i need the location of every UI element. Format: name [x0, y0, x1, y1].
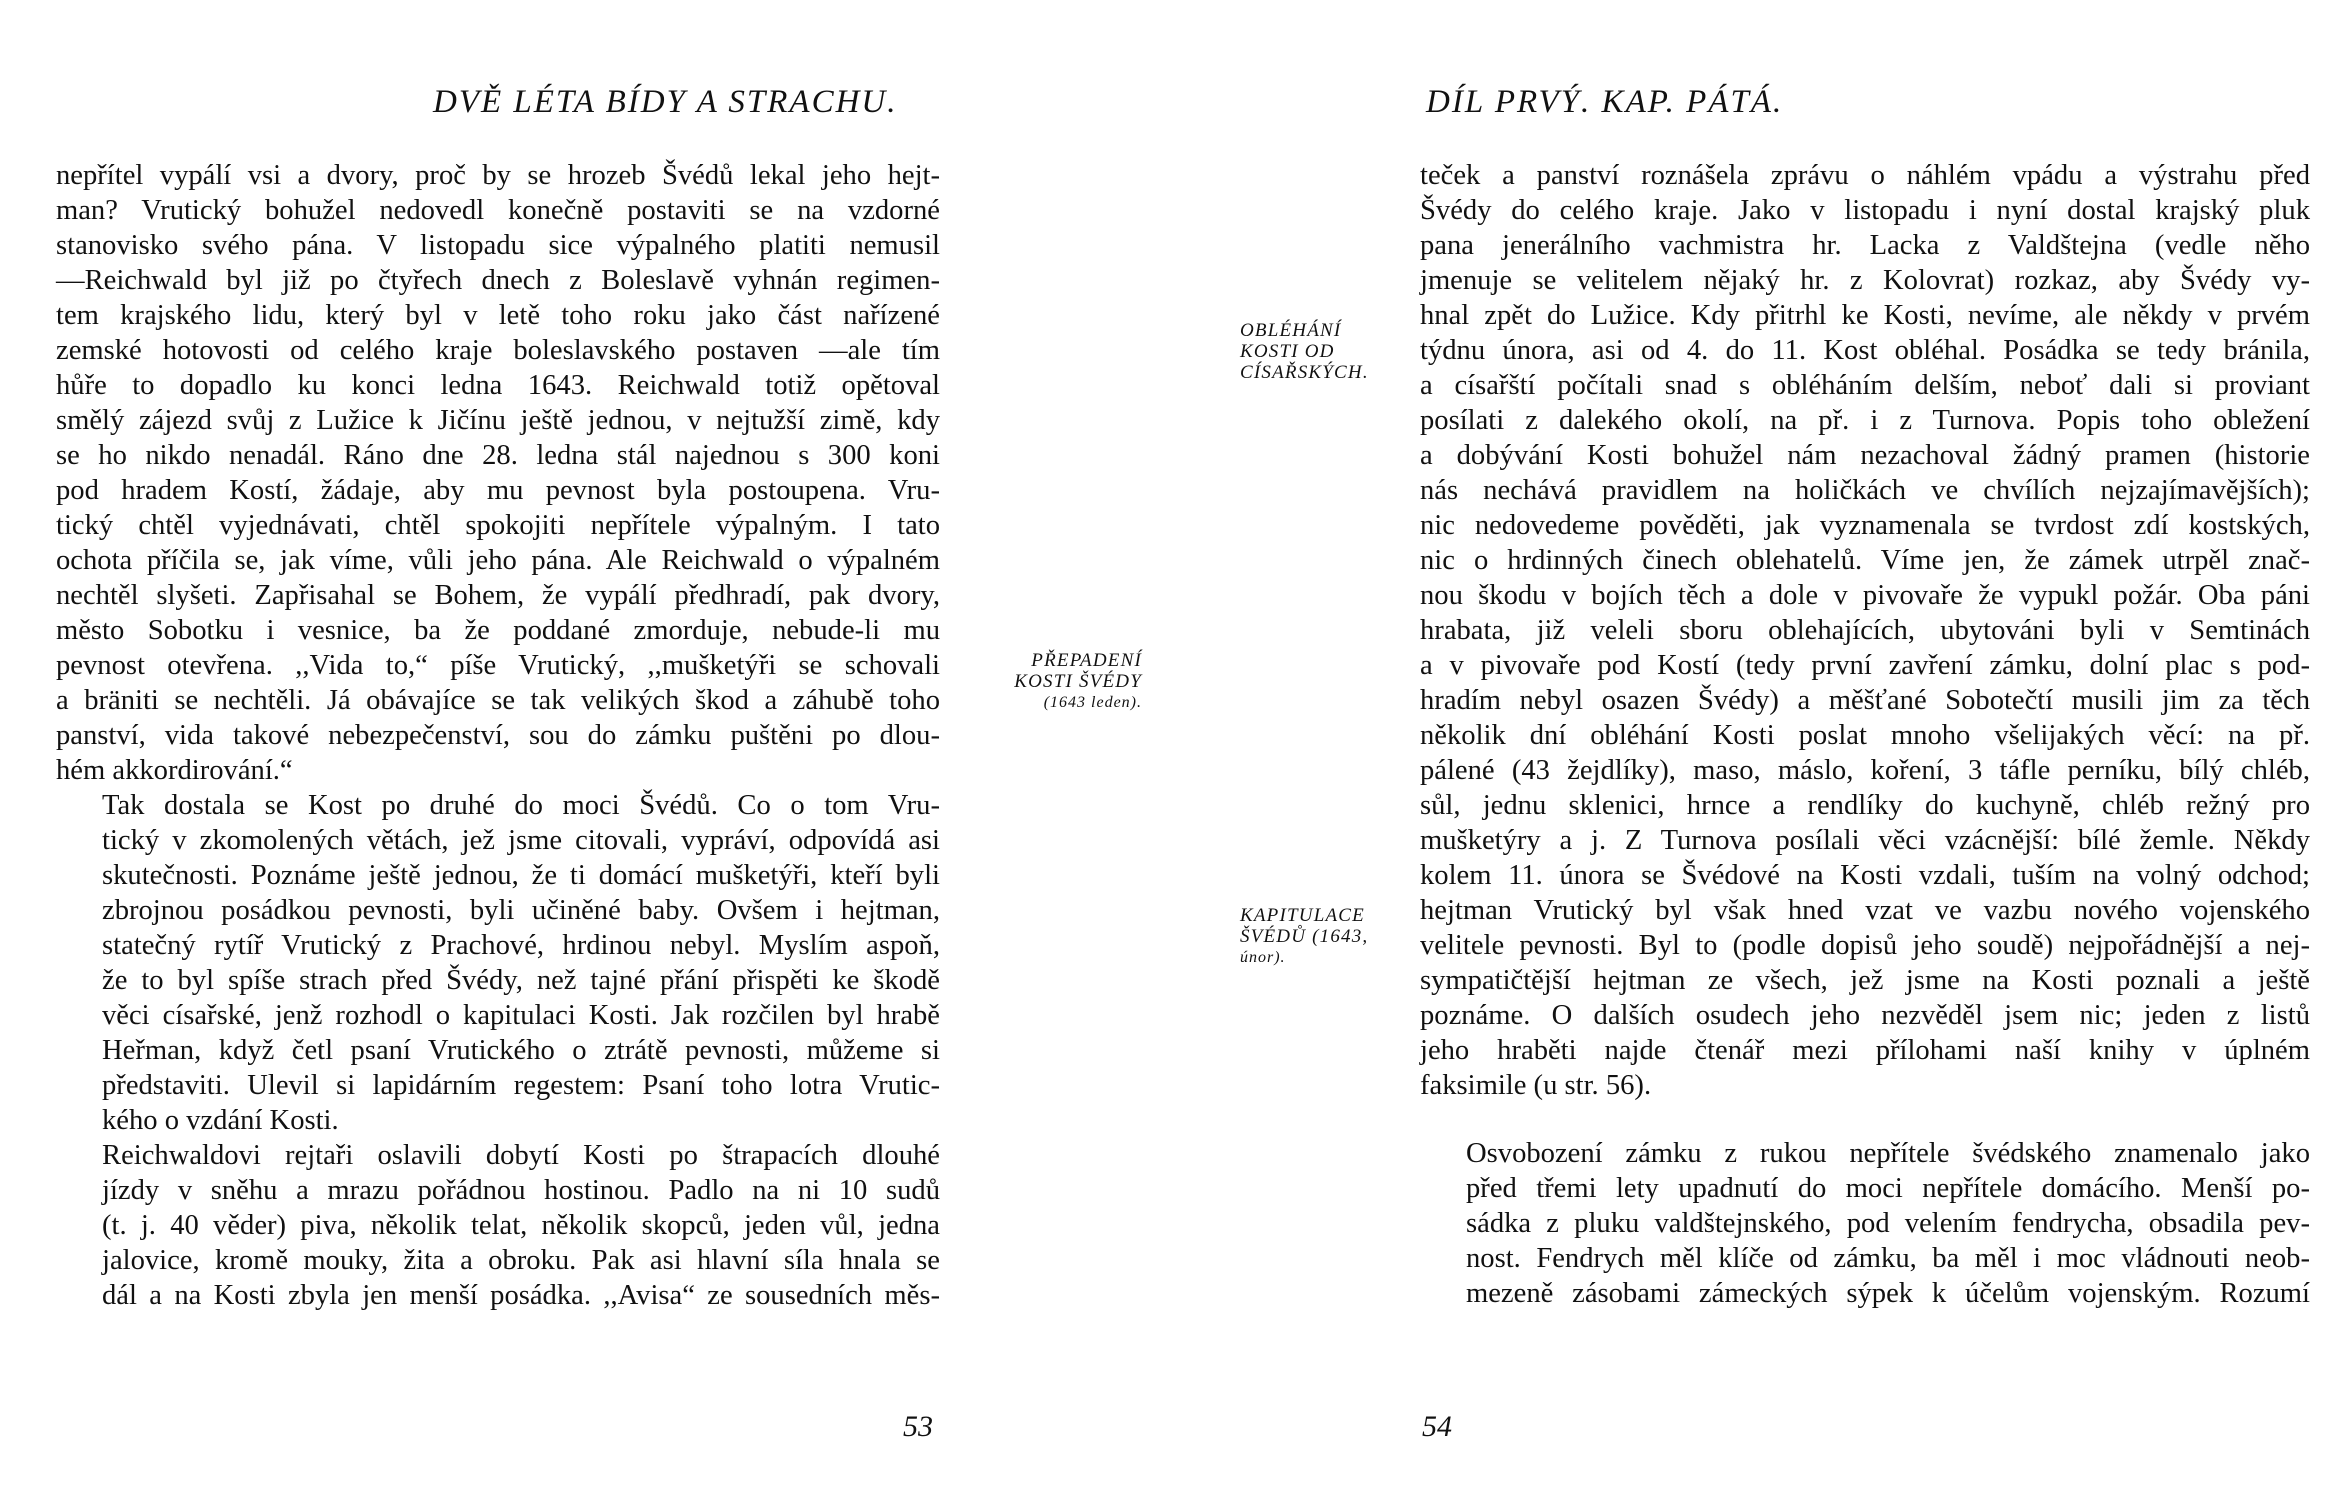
- text-line: Reichwaldovi rejtaři oslavili dobytí Kosti po štrapacích dlouhé: [102, 1140, 940, 1171]
- marginal-note-oblehani: [1240, 320, 1369, 383]
- marginal-note-line: ŠVÉDŮ (1643,: [1240, 926, 1369, 947]
- text-line: zemské hotovosti od celého kraje boleslavského postaven —ale tím: [56, 335, 940, 366]
- text-line: Heřman, když četl psaní Vrutického o ztrátě pevnosti, můžeme si: [102, 1035, 940, 1066]
- text-line: jízdy v sněhu a mrazu pořádnou hostinou. Padlo na ni 10 sudů: [102, 1175, 940, 1206]
- text-line: a císařští počítali snad s obléháním delším, neboť dali si proviant: [1420, 370, 2310, 401]
- paragraph: [56, 1138, 940, 1313]
- text-line: a v pivovaře pod Kostí (tedy první zavření zámku, dolní plac s pod-: [1420, 650, 2310, 681]
- text-line: že to byl spíše strach před Švédy, než tajné přání přispěti ke škodě: [102, 965, 940, 996]
- text-line: sůl, jednu sklenici, hrnce a rendlíky do kuchyně, chléb režný pro: [1420, 790, 2310, 821]
- text-line: Tak dostala se Kost po druhé do moci Švédů. Co o tom Vru-: [102, 790, 940, 821]
- text-line: velitele pevnosti. Byl to (podle dopisů jeho soudě) nejpořádnější a nej-: [1420, 930, 2310, 961]
- text-line: jeho hraběti najde čtenář mezi přílohami naší knihy v úplném: [1420, 1035, 2310, 1066]
- text-line: hůře to dopadlo ku konci ledna 1643. Reichwald totiž opětoval: [56, 370, 940, 401]
- text-line: sympatičtější hejtman ze všech, jež jsme na Kosti poznali a ještě: [1420, 965, 2310, 996]
- text-line: několik dní obléhání Kosti poslat mnoho všelijakých věcí: na př.: [1420, 720, 2310, 751]
- text-line: věci císařské, jenž rozhodl o kapitulaci Kosti. Jak rozčilen byl hrabě: [102, 1000, 940, 1031]
- text-line: pod hradem Kostí, žádaje, aby mu pevnost byla postoupena. Vru-: [56, 475, 940, 506]
- text-line: a bräniti se nechtěli. Já obávajíce se tak velikých škod a záhubě toho: [56, 685, 940, 716]
- marginal-note-line: KAPITULACE: [1240, 905, 1365, 926]
- marginal-note-line: OBLÉHÁNÍ: [1240, 320, 1342, 341]
- text-line: —Reichwald byl již po čtyřech dnech z Boleslavě vyhnán regimen-: [56, 265, 940, 296]
- text-line: nou škodu v bojích těch a dole v pivovaře že vypukl požár. Oba páni: [1420, 580, 2310, 611]
- text-line: ochota příčila se, jak víme, vůli jeho pána. Ale Reichwald o výpalném: [56, 545, 940, 576]
- text-line: pana jenerálního vachmistra hr. Lacka z Valdštejna (vedle něho: [1420, 230, 2310, 261]
- text-line: poznáme. O dalších osudech jeho nezvěděl jsem nic; jeden z listů: [1420, 1000, 2310, 1031]
- text-line: se ho nikdo nenadál. Ráno dne 28. ledna stál najednou s 300 koni: [56, 440, 940, 471]
- marginal-note-line: CÍSAŘSKÝCH.: [1240, 362, 1369, 383]
- marginal-note-line: PŘEPADENÍ: [1031, 650, 1142, 671]
- text-line: nechtěl slyšeti. Zapřisahal se Bohem, že vypálí předhradí, pak dvory,: [56, 580, 940, 611]
- text-line: tický v zkomolených větách, jež jsme citovali, vypráví, odpovídá asi: [102, 825, 940, 856]
- paragraph: [1420, 158, 2310, 1103]
- text-line: smělý zájezd svůj z Lužice k Jičínu ještě jednou, v nejtužší zimě, kdy: [56, 405, 940, 436]
- text-line: nepřítel vypálí vsi a dvory, proč by se hrozeb Švédů lekal jeho hejt-: [56, 160, 940, 191]
- paragraph: [1420, 1136, 2310, 1311]
- right-page-text: [1420, 158, 2310, 1311]
- marginal-note-line: (1643 leden).: [1043, 694, 1142, 711]
- text-line: nost. Fendrych měl klíče od zámku, ba měl i moc vládnouti neob-: [1466, 1243, 2310, 1274]
- text-line: stanovisko svého pána. V listopadu sice výpalného platiti nemusil: [56, 230, 940, 261]
- text-line: týdnu února, asi od 4. do 11. Kost obléhal. Posádka se tedy bránila,: [1420, 335, 2310, 366]
- text-line: tem krajského lidu, který byl v letě toho roku jako část nařízené: [56, 300, 940, 331]
- text-line: představiti. Ulevil si lapidárním regestem: Psaní toho lotra Vrutic-: [102, 1070, 940, 1101]
- text-line: kého o vzdání Kosti.: [102, 1105, 339, 1136]
- text-line: město Sobotku i vesnice, ba že poddané zmorduje, nebude-li mu: [56, 615, 940, 646]
- text-line: hradím nebyl osazen Švédy) a měšťané Sobotečtí musili jim za těch: [1420, 685, 2310, 716]
- text-line: jalovice, kromě mouky, žita a obroku. Pak asi hlavní síla hnala se: [102, 1245, 940, 1276]
- text-line: nás nechává pravidlem na holičkách ve chvílích nejzajímavějších);: [1420, 475, 2310, 506]
- text-line: mušketýry a j. Z Turnova posílali věci vzácnější: bílé žemle. Někdy: [1420, 825, 2310, 856]
- text-line: před třemi lety upadnutí do moci nepřítele domácího. Menší po-: [1466, 1173, 2310, 1204]
- text-line: pevnost otevřena. ,,Vida to,“ píše Vrutický, ,,mušketýři se schovali: [56, 650, 940, 681]
- text-line: dál a na Kosti zbyla jen menší posádka. ,,Avisa“ ze sousedních měs-: [102, 1280, 940, 1311]
- text-line: (t. j. 40 věder) piva, několik telat, několik skopců, jeden vůl, jedna: [102, 1210, 940, 1241]
- text-line: jmenuje se velitelem nějaký hr. z Kolovrat) rozkaz, aby Švédy vy-: [1420, 265, 2310, 296]
- marginal-note-prepadeni: [955, 650, 1142, 713]
- text-line: hejtman Vrutický byl však hned vzat ve vazbu nového vojenského: [1420, 895, 2310, 926]
- marginal-note-line: KOSTI OD: [1240, 341, 1335, 362]
- left-page-text: [56, 158, 940, 1313]
- text-line: Švédy do celého kraje. Jako v listopadu i nyní dostal krajský pluk: [1420, 195, 2310, 226]
- running-head-right: DÍL PRVÝ. KAP. PÁTÁ.: [1426, 84, 1784, 120]
- text-line: tický chtěl vyjednávati, chtěl spokojiti nepřítele výpalným. I tato: [56, 510, 940, 541]
- marginal-note-kapitulace: [1240, 905, 1368, 968]
- text-line: hrabata, již veleli sboru oblehajících, ubytováni byli v Semtinách: [1420, 615, 2310, 646]
- text-line: a dobývání Kosti bohužel nám nezachoval žádný pramen (historie: [1420, 440, 2310, 471]
- text-line: statečný rytíř Vrutický z Prachové, hrdinou nebyl. Myslím aspoň,: [102, 930, 940, 961]
- page-number-right: 54: [1422, 1410, 1452, 1443]
- paragraph: [56, 158, 940, 788]
- text-line: nic o hrdinných činech oblehatelů. Víme jen, že zámek utrpěl znač-: [1420, 545, 2310, 576]
- text-line: faksimile (u str. 56).: [1420, 1070, 1652, 1101]
- text-line: kolem 11. února se Švédové na Kosti vzdali, tuším na volný odchod;: [1420, 860, 2310, 891]
- text-line: hnal zpět do Lužice. Kdy přitrhl ke Kosti, nevíme, ale někdy v prvém: [1420, 300, 2310, 331]
- text-line: Osvobození zámku z rukou nepřítele švédského znamenalo jako: [1466, 1138, 2310, 1169]
- paragraph: [56, 788, 940, 1138]
- text-line: man? Vrutický bohužel nedovedl konečně postaviti se na vzdorné: [56, 195, 940, 226]
- text-line: mezeně zásobami zámeckých sýpek k účelům vojenským. Rozumí: [1466, 1278, 2310, 1309]
- text-line: teček a panství roznášela zprávu o náhlém vpádu a výstrahu před: [1420, 160, 2310, 191]
- text-line: nic nedovedeme pověděti, jak vyznamenala se tvrdost zdí kostských,: [1420, 510, 2310, 541]
- running-head-left: DVĚ LÉTA BÍDY A STRACHU.: [433, 84, 898, 120]
- marginal-note-line: KOSTI ŠVÉDY: [1014, 671, 1142, 692]
- text-line: posílati z dalekého okolí, na př. i z Turnova. Popis toho obležení: [1420, 405, 2310, 436]
- text-line: hém akkordirování.“: [56, 755, 293, 786]
- text-line: zbrojnou posádkou pevnosti, byli učiněné baby. Ovšem i hejtman,: [102, 895, 940, 926]
- text-line: panství, vida takové nebezpečenství, sou do zámku puštěni po dlou-: [56, 720, 940, 751]
- marginal-note-line: únor).: [1240, 949, 1286, 966]
- page-number-left: 53: [903, 1410, 933, 1443]
- text-line: pálené (43 žejdlíky), maso, máslo, koření, 3 táfle perníku, bílý chléb,: [1420, 755, 2310, 786]
- text-line: sádka z pluku valdštejnského, pod velením fendrycha, obsadila pev-: [1466, 1208, 2310, 1239]
- text-line: skutečnosti. Poznáme ještě jednou, že ti domácí mušketýři, kteří byli: [102, 860, 940, 891]
